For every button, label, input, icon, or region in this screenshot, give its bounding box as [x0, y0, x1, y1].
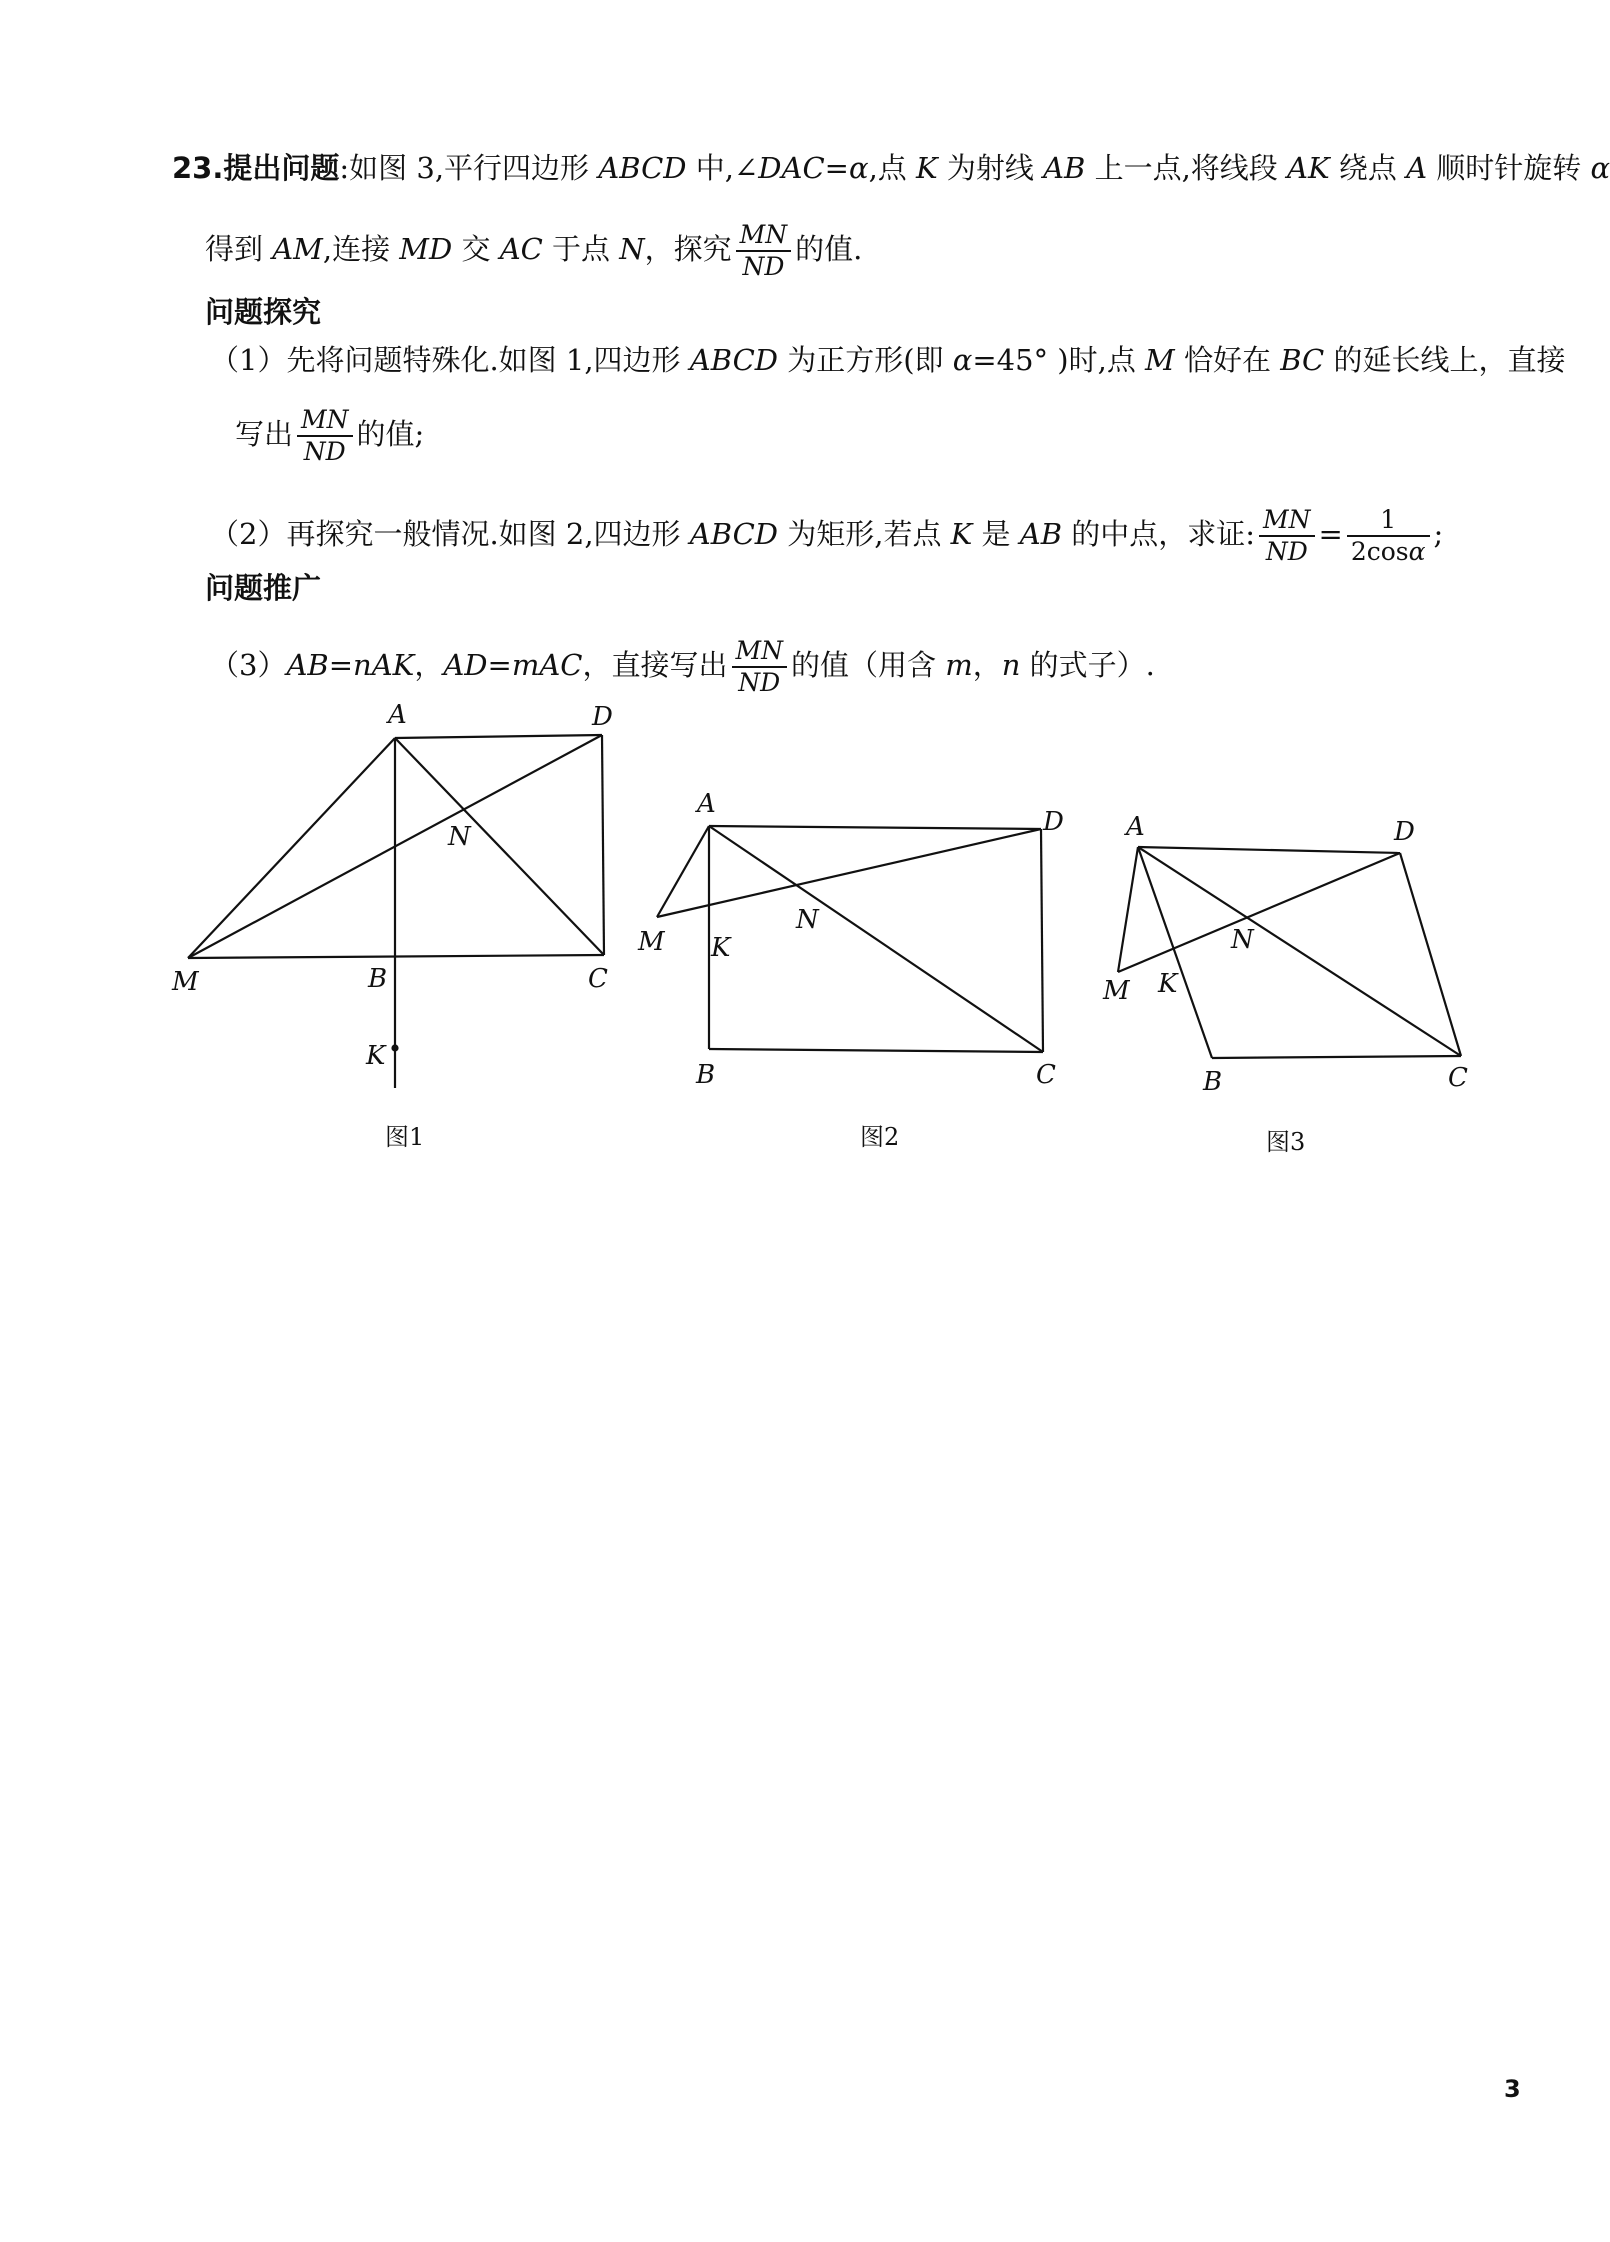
text: AB	[1043, 151, 1086, 185]
fig2-label-c: C	[1036, 1060, 1056, 1090]
fig3-label-b: B	[1203, 1067, 1223, 1097]
segment-am	[1118, 847, 1138, 972]
section-title-explore: 问题探究	[205, 295, 322, 329]
fig1-label-m: M	[172, 967, 199, 997]
text: 上一点,将线段	[1085, 151, 1288, 185]
text: n	[1001, 648, 1021, 682]
text: 是	[972, 517, 1020, 551]
text: 中,∠	[686, 151, 759, 185]
text: BC	[1280, 343, 1325, 377]
fig3-label-n: N	[1231, 925, 1254, 955]
text: nAK	[353, 648, 415, 682]
fraction-numerator: 1	[1347, 505, 1430, 537]
segment-ab	[1138, 847, 1212, 1058]
text: =	[824, 151, 849, 185]
text: :如图 3,平行四边形	[339, 151, 599, 185]
text: AD	[443, 648, 488, 682]
text: A	[1406, 151, 1428, 185]
text: =	[1318, 517, 1343, 551]
fig1-label-b: B	[368, 964, 388, 994]
text: 绕点	[1329, 151, 1407, 185]
figure-3-caption: 图3	[1266, 1128, 1306, 1156]
text: 的延长线上，直接	[1324, 343, 1566, 377]
text: AC	[499, 232, 543, 266]
figure-2-caption: 图2	[860, 1123, 900, 1151]
segment-md	[657, 829, 1041, 917]
text: AK	[1287, 151, 1330, 185]
fraction-denominator: ND	[742, 252, 785, 281]
text: mAC	[511, 648, 583, 682]
fraction-denominator: ND	[1265, 537, 1308, 566]
fig2-label-d: D	[1043, 807, 1064, 837]
segment-dc	[602, 735, 604, 955]
text: DAC	[758, 151, 825, 185]
text: 的值（用含	[791, 648, 946, 682]
problem-heading: 提出问题	[223, 151, 340, 185]
segment-dc	[1041, 829, 1043, 1052]
text: ，探究	[644, 232, 732, 266]
fig2-label-n: N	[796, 905, 819, 935]
text: ,连接	[322, 232, 400, 266]
segment-ac	[709, 826, 1043, 1052]
figure-1-caption: 图1	[385, 1123, 425, 1151]
fig1-label-k: K	[366, 1041, 386, 1071]
problem-number: 23.	[172, 151, 224, 185]
segment-dc	[1400, 853, 1461, 1056]
text: 写出	[235, 417, 294, 451]
text: ，直接写出	[582, 648, 728, 682]
section-title-generalize: 问题推广	[205, 571, 322, 605]
text: α	[848, 151, 869, 185]
text: ,点	[868, 151, 916, 185]
fig2-label-k: K	[711, 933, 731, 963]
segment-ad	[709, 826, 1041, 829]
page-number: 3	[1504, 2075, 1521, 2103]
text: ABCD	[689, 343, 779, 377]
segment-ad	[1138, 847, 1400, 853]
text: （1）先将问题特殊化.如图 1,四边形	[210, 343, 690, 377]
text: 的式子）.	[1020, 648, 1155, 682]
segment-bc	[1212, 1056, 1461, 1058]
text: AM	[272, 232, 323, 266]
text: =	[328, 648, 354, 682]
text: 为正方形(即	[778, 343, 953, 377]
text: ，	[972, 648, 1002, 682]
fig2-label-b: B	[696, 1060, 716, 1090]
segment-ac	[1138, 847, 1461, 1056]
text: 2cos	[1350, 537, 1409, 566]
fraction-numerator: MN	[1259, 505, 1314, 537]
text: 的值;	[356, 417, 425, 451]
segment-ad	[395, 735, 602, 738]
text: M	[1145, 343, 1175, 377]
figure-3	[1118, 847, 1461, 1058]
point-k	[393, 1046, 398, 1051]
text: 的值.	[795, 232, 863, 266]
segment-bc	[709, 1049, 1043, 1052]
fig3-label-m: M	[1103, 976, 1130, 1006]
figure-1	[188, 735, 604, 1088]
text: 于点	[542, 232, 620, 266]
fig3-label-k: K	[1158, 969, 1178, 999]
fraction-numerator: MN	[736, 220, 791, 252]
text: ;	[1433, 517, 1444, 551]
fraction-denominator: ND	[738, 668, 781, 697]
text: K	[950, 517, 973, 551]
fig1-label-a: A	[388, 700, 407, 730]
segment-am	[188, 738, 395, 958]
fig3-label-c: C	[1448, 1063, 1468, 1093]
fig1-label-c: C	[588, 964, 608, 994]
fraction-denominator: ND	[303, 437, 346, 466]
text: （2）再探究一般情况.如图 2,四边形	[210, 517, 690, 551]
text: ，	[414, 648, 444, 682]
text: 为射线	[937, 151, 1044, 185]
text: ABCD	[689, 517, 779, 551]
text: 顺时针旋转	[1427, 151, 1591, 185]
text: 交	[452, 232, 500, 266]
text: ABCD	[598, 151, 687, 185]
text: m	[945, 648, 973, 682]
segment-am	[657, 826, 709, 917]
fraction-numerator: MN	[297, 405, 352, 437]
text: AB	[1019, 517, 1063, 551]
text: K	[916, 151, 938, 185]
text: =	[487, 648, 512, 682]
text: AB	[286, 648, 329, 682]
text: （3）	[210, 648, 287, 682]
text: α	[1590, 151, 1610, 185]
text: N	[619, 232, 645, 266]
fraction-numerator: MN	[732, 636, 787, 668]
text: 得到	[205, 232, 273, 266]
fig2-label-m: M	[638, 927, 665, 957]
fig3-label-d: D	[1394, 817, 1415, 847]
text: 为矩形,若点	[778, 517, 951, 551]
segment-ac	[395, 738, 604, 955]
text: α	[1408, 537, 1426, 566]
text: =45° )时,点	[972, 343, 1146, 377]
fig1-label-d: D	[592, 702, 613, 732]
fig1-label-n: N	[448, 822, 471, 852]
text: 恰好在	[1174, 343, 1281, 377]
text: MD	[399, 232, 453, 266]
text: 的中点，求证:	[1062, 517, 1256, 551]
text: α	[952, 343, 973, 377]
fig3-label-a: A	[1126, 812, 1145, 842]
fig2-label-a: A	[697, 789, 716, 819]
